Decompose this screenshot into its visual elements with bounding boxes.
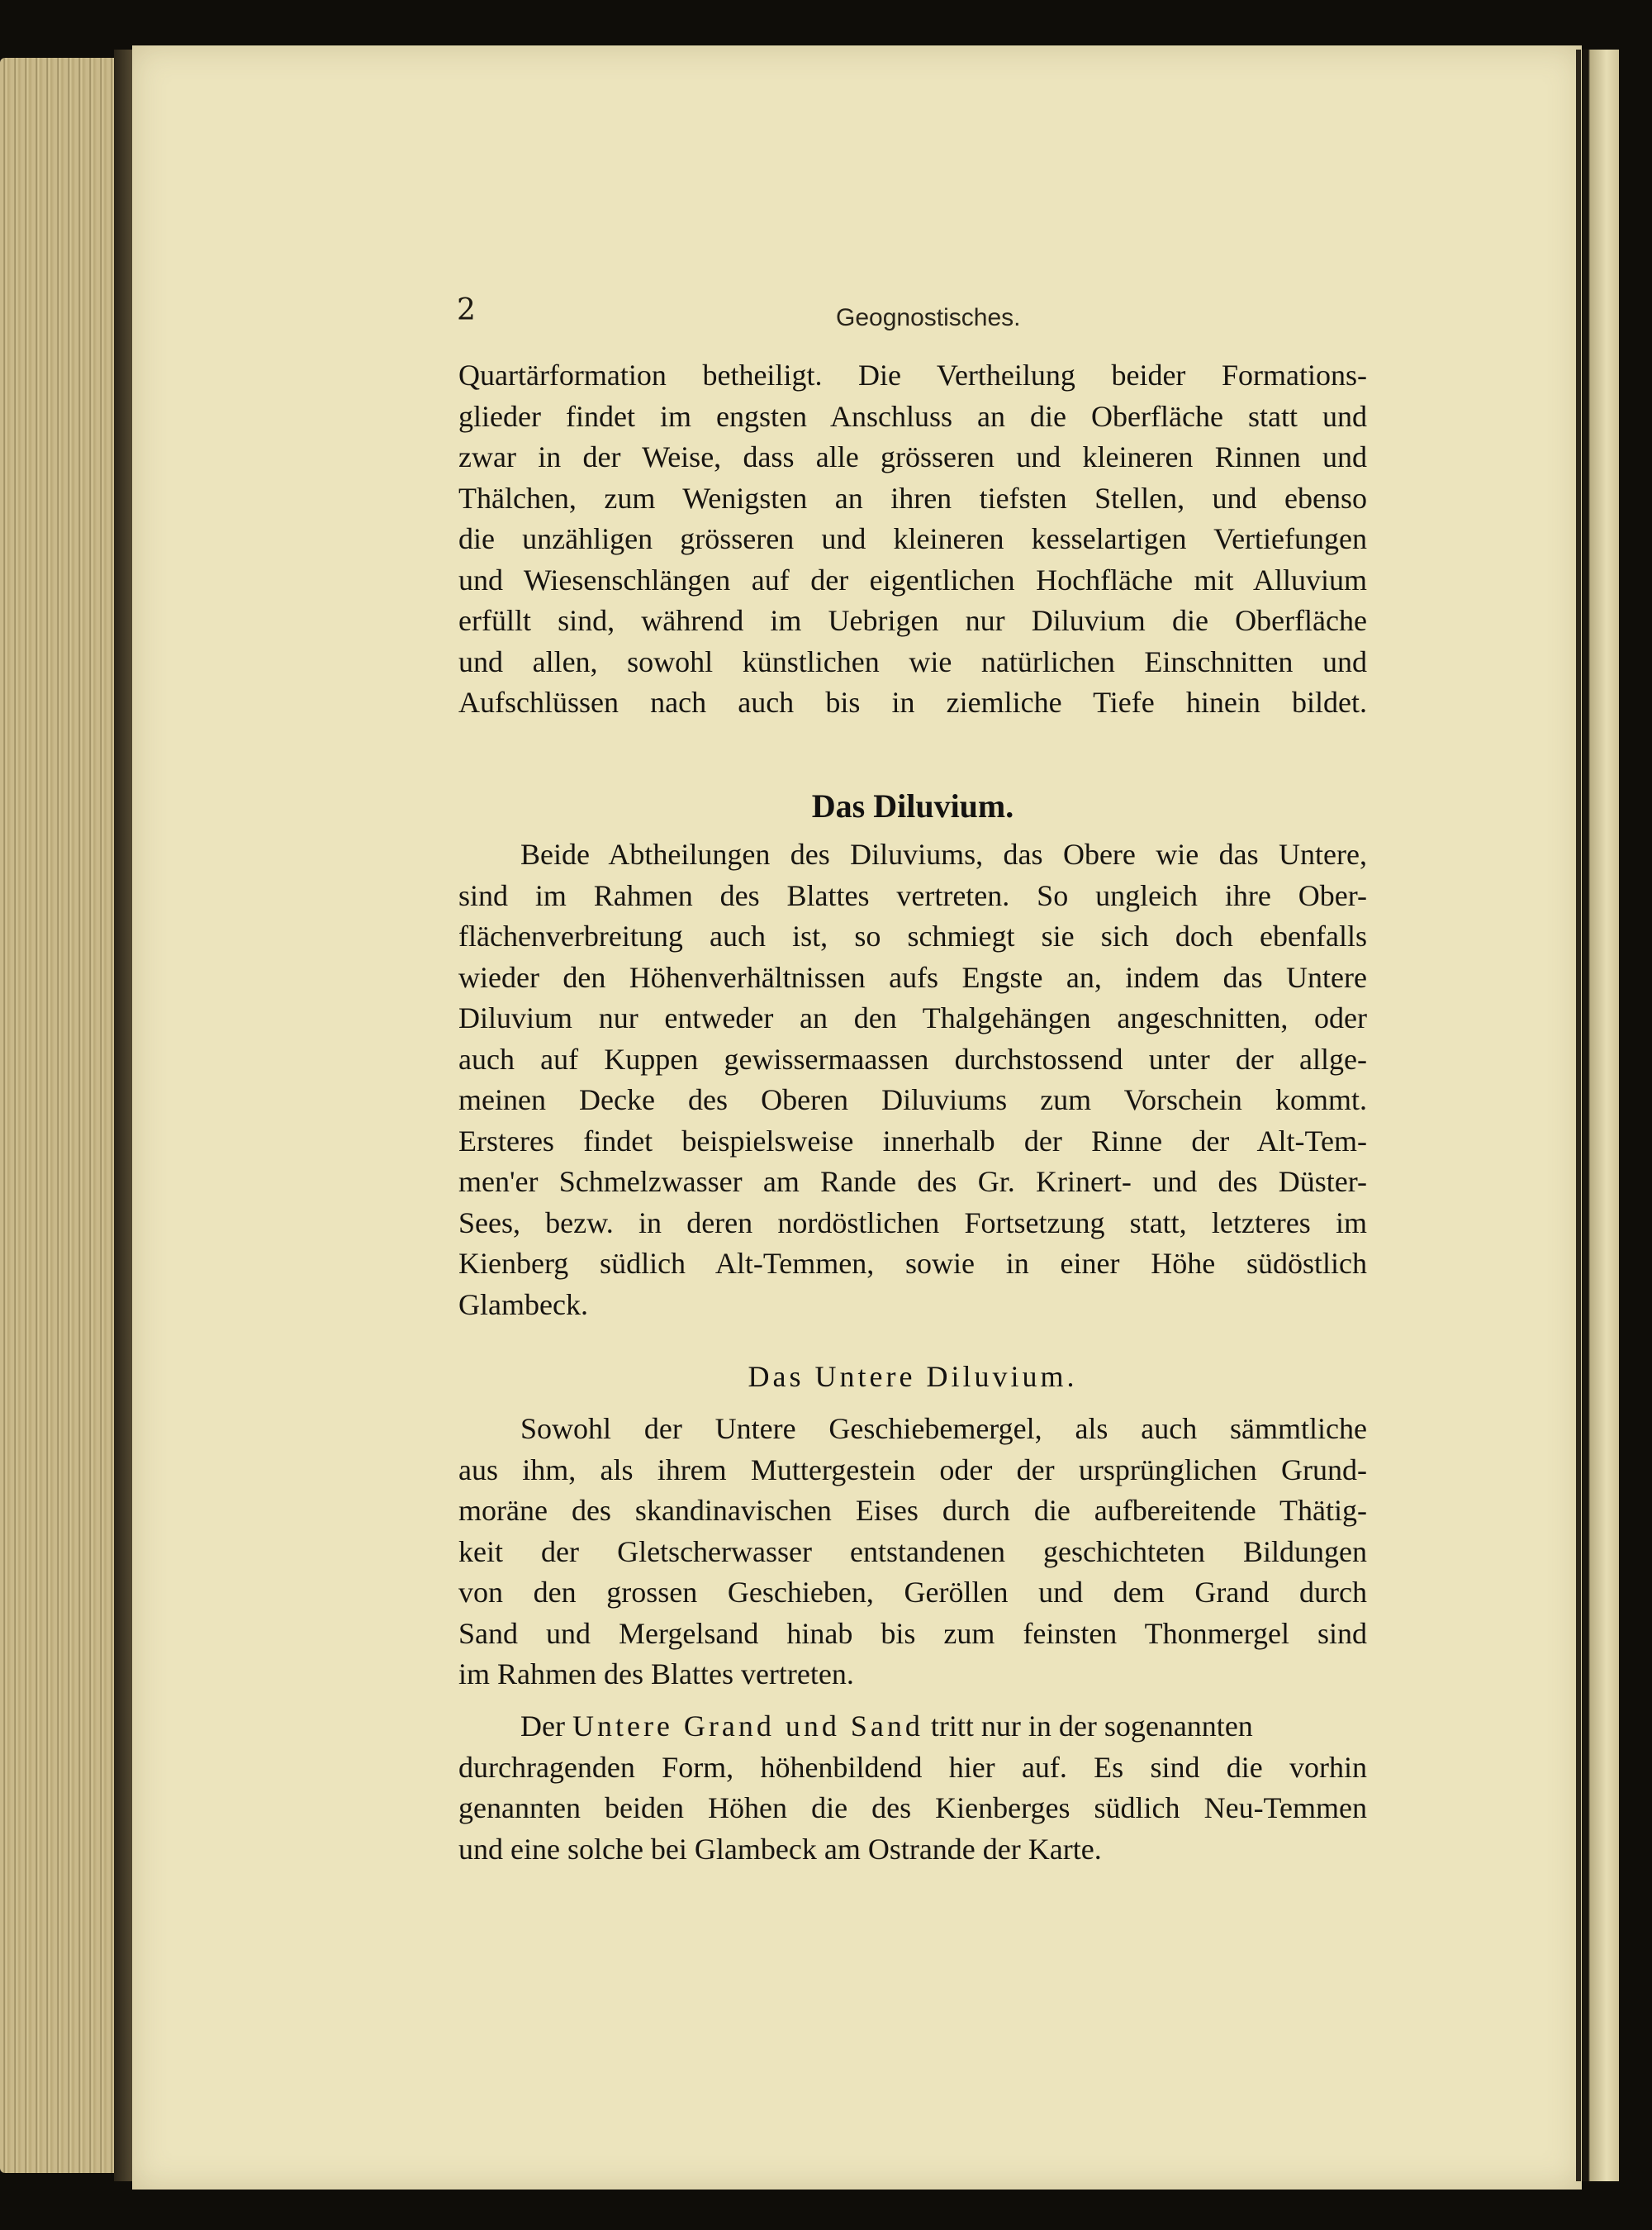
text-line: men'er Schmelzwasser am Rande des Gr. Krinert- und des Düster- <box>458 1165 1367 1198</box>
text-line: Sand und Mergelsand hinab bis zum feinsten Thonmergel sind <box>458 1616 1367 1650</box>
text-line: Beide Abtheilungen des Diluviums, das Obere wie das Untere, <box>520 838 1367 871</box>
text-fragment: Der <box>520 1709 572 1743</box>
text-line: im Rahmen des Blattes vertreten. <box>458 1657 854 1690</box>
text-line: glieder findet im engsten Anschluss an die Oberfläche statt und <box>458 399 1367 433</box>
paragraph-2 <box>458 834 1367 1325</box>
text-line: zwar in der Weise, dass alle grösseren und kleineren Rinnen und <box>458 440 1367 473</box>
text-line: Sees, bezw. in deren nordöstlichen Fortsetzung statt, letzteres im <box>458 1205 1367 1239</box>
text-line: und allen, sowohl künstlichen wie natürlichen Einschnitten und <box>458 644 1367 678</box>
section-heading-untere-diluvium: Das Untere Diluvium. <box>748 1360 1078 1393</box>
text-fragment: tritt nur in der sogenannten <box>923 1709 1253 1743</box>
text-line: auch auf Kuppen gewissermaassen durchstossend unter der allge- <box>458 1042 1367 1076</box>
paragraph-4 <box>458 1706 1367 1870</box>
gutter-line <box>1576 50 1581 2181</box>
text-line: und eine solche bei Glambeck am Ostrande der Karte. <box>458 1832 1102 1866</box>
text-line: und Wiesenschlängen auf der eigentlichen Hochfläche mit Alluvium <box>458 563 1367 597</box>
text-line: Sowohl der Untere Geschiebemergel, als auch sämmtliche <box>520 1412 1367 1445</box>
book-page-edge-right <box>1582 50 1619 2181</box>
book-page-edges-left <box>0 58 124 2173</box>
text-line: Diluvium nur entweder an den Thalgehängen angeschnitten, oder <box>458 1001 1367 1034</box>
text-line: meinen Decke des Oberen Diluviums zum Vorschein kommt. <box>458 1083 1367 1116</box>
paragraph-3 <box>458 1409 1367 1695</box>
text-line: aus ihm, als ihrem Muttergestein oder der ursprünglichen Grund- <box>458 1453 1367 1486</box>
text-line: moräne des skandinavischen Eises durch die aufbereitende Thätig- <box>458 1494 1367 1527</box>
text-line: durchragenden Form, höhenbildend hier auf. Es sind die vorhin <box>458 1750 1367 1784</box>
text-line: Quartärformation betheiligt. Die Vertheilung beider Formations- <box>458 359 1367 392</box>
text-line: Ersteres findet beispielsweise innerhalb der Rinne der Alt-Tem- <box>458 1124 1367 1158</box>
text-line: flächenverbreitung auch ist, so schmiegt sie sich doch ebenfalls <box>458 920 1367 953</box>
text-line: sind im Rahmen des Blattes vertreten. So ungleich ihre Ober- <box>458 878 1367 912</box>
text-line: wieder den Höhenverhältnissen aufs Engste an, indem das Untere <box>458 960 1367 994</box>
section-heading-diluvium: Das Diluvium. <box>811 787 1014 825</box>
text-line: Thälchen, zum Wenigsten an ihren tiefsten Stellen, und ebenso <box>458 481 1367 515</box>
text-line: die unzähligen grösseren und kleineren kesselartigen Vertiefungen <box>458 522 1367 555</box>
text-line: genannten beiden Höhen die des Kienberges südlich Neu-Temmen <box>458 1791 1367 1824</box>
text-line: Kienberg südlich Alt-Temmen, sowie in einer Höhe südöstlich <box>458 1247 1367 1280</box>
page-number: 2 <box>457 293 476 327</box>
emphasized-term: Untere Grand und Sand <box>572 1709 923 1743</box>
text-line: keit der Gletscherwasser entstandenen geschichteten Bildungen <box>458 1534 1367 1568</box>
text-line: Aufschlüssen nach auch bis in ziemliche Tiefe hinein bildet. <box>458 686 1367 719</box>
paragraph-1 <box>458 355 1367 724</box>
text-line: erfüllt sind, während im Uebrigen nur Diluvium die Oberfläche <box>458 604 1367 637</box>
text-line: von den grossen Geschieben, Geröllen und dem Grand durch <box>458 1576 1367 1609</box>
text-line <box>458 1706 1367 1747</box>
text-line: Glambeck. <box>458 1287 588 1321</box>
